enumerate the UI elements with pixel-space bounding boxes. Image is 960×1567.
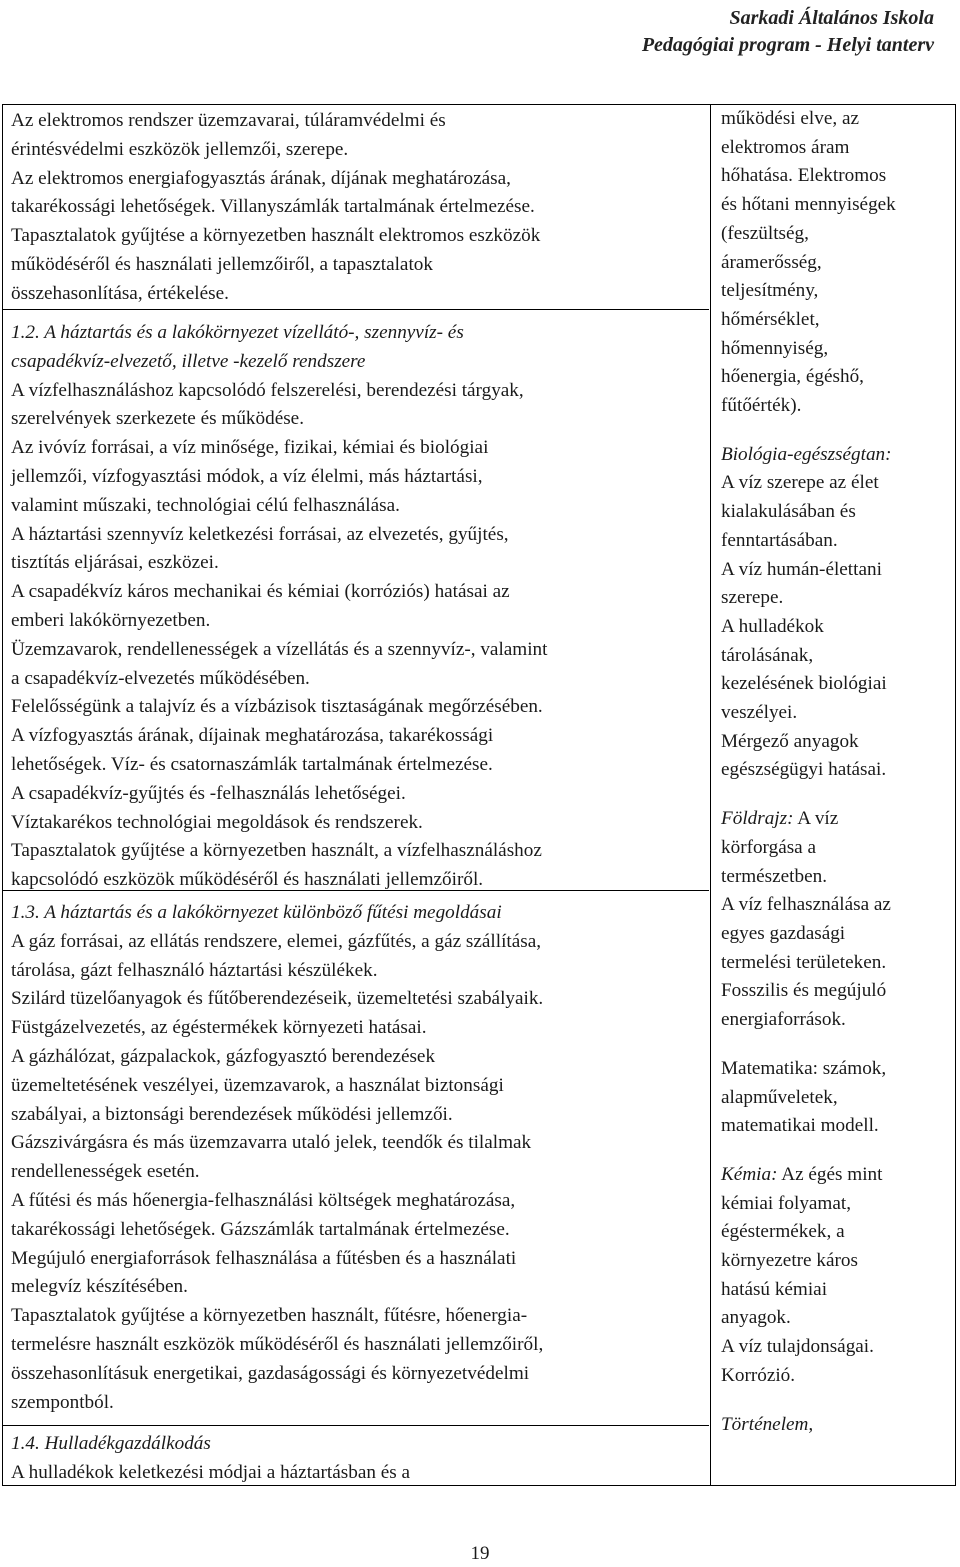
biology-notes [721,469,949,785]
text-line: tárolásának, [721,644,814,666]
text-line: Tapasztalatok gyűjtése a környezetben használt, a vízfelhasználáshoz [11,840,542,862]
text-line: hőmennyiség, [721,337,829,359]
text-line: a csapadékvíz-elvezetés működésében. [11,667,310,689]
text-line: égéstermékek, a [721,1221,845,1243]
text-line: valamint műszaki, technológiai célú felhasználása. [11,494,400,516]
section-title [11,319,705,377]
text-line: energiaforrások. [721,1009,846,1031]
text-line: fűtőérték). [721,395,802,417]
row-divider [3,1425,709,1426]
text-line: rendellenességek esetén. [11,1161,200,1183]
text-line: A víz tulajdonságai. [721,1336,874,1358]
text-line: takarékossági lehetőségek. Gázszámlák tartalmának értelmezése. [11,1218,510,1240]
section-title: 1.4. Hulladékgazdálkodás [11,1433,211,1454]
text-line: hatású kémiai [721,1278,828,1300]
geography-text: A víz [793,808,839,830]
text-line: Az elektromos energiafogyasztás árának, díjának meghatározása, [11,167,511,189]
cross-curricular-column [721,105,949,1439]
text-line: működési elve, az [721,108,859,129]
text-line: érintésvédelmi eszközök jellemzői, szerepe. [11,138,349,160]
text-line: teljesítmény, [721,280,819,302]
text-line: A víz felhasználása az [721,894,891,916]
chemistry-label: Kémia: [721,1163,778,1185]
text-line: A vízfelhasználáshoz kapcsolódó felszerelési, berendezési tárgyak, [11,379,524,401]
text-line: alapműveletek, [721,1086,838,1108]
curriculum-table [2,104,956,1486]
section-title: 1.3. A háztartás és a lakókörnyezet különböző fűtési megoldásai [11,902,502,923]
geography-label: Földrajz: [721,808,794,830]
text-line: tisztítás eljárásai, eszközei. [11,552,219,574]
page-header [642,5,934,59]
text-line: hőhatása. Elektromos [721,165,887,187]
cell-electric-system [11,107,705,309]
geography-notes [721,834,949,1035]
text-line: hőmérséklet, [721,308,820,330]
text-line: Az ivóvíz forrásai, a víz minősége, fizikai, kémiai és biológiai [11,437,489,459]
text-line: melegvíz készítésében. [11,1276,188,1298]
text-line: kezelésének biológiai [721,673,887,695]
text-line: Korrózió. [721,1364,796,1386]
school-name: Sarkadi Általános Iskola [729,7,934,29]
text-line: szabályai, a biztonsági berendezések működési jellemzői. [11,1103,453,1125]
text-line: Felelősségünk a talajvíz és a vízbázisok tisztaságának megőrzésében. [11,696,543,718]
text-line: Mérgező anyagok [721,730,859,752]
text-line: A csapadékvíz káros mechanikai és kémiai (korróziós) hatásai az [11,581,510,603]
text-line: Gázszivárgásra és más üzemzavarra utaló jelek, teendők és tilalmak [11,1132,532,1154]
text-line: egyes gazdasági [721,922,846,944]
text-line: természetben. [721,865,828,887]
text-line: takarékossági lehetőségek. Villanyszámlák tartalmának értelmezése. [11,196,535,218]
document-title: Pedagógiai program - Helyi tanterv [641,34,934,56]
text-line: Víztakarékos technológiai megoldások és rendszerek. [11,811,423,833]
text-line: kapcsolódó eszközök működéséről és használati jellemzőiről. [11,869,484,891]
text-line: A hulladékok [721,615,824,637]
text-line: körforgása a [721,836,817,858]
text-line: tárolása, gázt felhasználó háztartási készülékek. [11,959,378,981]
geography-first-line [721,805,949,834]
text-line: Fosszilis és megújuló [721,980,887,1002]
text-line: Matematika: számok, [721,1057,887,1079]
page-number: 19 [470,1543,490,1564]
text-line: Üzemzavarok, rendellenességek a vízellátás és a szennyvíz-, valamint [11,638,548,660]
physics-notes [721,105,949,421]
text-line: A csapadékvíz-gyűjtés és -felhasználás lehetőségei. [11,782,406,804]
text-line: Megújuló energiaforrások felhasználása a fűtésben és a használati [11,1247,517,1269]
text-line: anyagok. [721,1307,791,1329]
text-line: A vízfogyasztás árának, díjainak meghatározása, takarékossági [11,725,494,747]
text-line: A víz szerepe az élet [721,472,879,494]
text-line: termelésre használt eszközök működéséről és használati jellemzőiről, [11,1333,544,1355]
chemistry-notes [721,1190,949,1391]
text-line: lehetőségek. Víz- és csatornaszámlák tartalmának értelmezése. [11,753,493,775]
text-line: matematikai modell. [721,1115,879,1137]
text-line: A háztartási szennyvíz keletkezési forrásai, az elvezetés, gyűjtés, [11,523,509,545]
text-line: 1.2. A háztartás és a lakókörnyezet vízellátó-, szennyvíz- és [11,322,464,343]
text-block [11,928,705,1418]
text-line: A fűtési és más hőenergia-felhasználási költségek meghatározása, [11,1189,516,1211]
math-notes [721,1055,949,1141]
text-line: csapadékvíz-elvezető, illetve -kezelő rendszere [11,350,366,372]
text-line: szerepe. [721,587,784,609]
text-line: hőenergia, égéshő, [721,366,864,388]
text-line: Az elektromos rendszer üzemzavarai, túláramvédelmi és [11,110,446,131]
text-line: A gázhálózat, gázpalackok, gázfogyasztó berendezések [11,1045,436,1067]
text-line: elektromos áram [721,136,850,158]
text-line: kialakulásában és [721,501,856,523]
row-divider [3,309,709,310]
column-divider [710,105,711,1485]
text-line: Tapasztalatok gyűjtése a környezetben használt, fűtésre, hőenergia- [11,1305,528,1327]
history-label: Történelem, [721,1413,814,1435]
text-block [11,377,705,895]
text-line: A víz humán-élettani [721,558,882,580]
text-line: szerelvények szerkezete és működése. [11,408,304,430]
text-line: Tapasztalatok gyűjtése a környezetben használt elektromos eszközök [11,225,541,247]
text-line: jellemzői, vízfogyasztási módok, a víz élelmi, más háztartási, [11,465,483,487]
cell-heating [11,899,705,1417]
text-line: Szilárd tüzelőanyagok és fűtőberendezéseik, üzemeltetési szabályaik. [11,988,544,1010]
cell-water-system [11,319,705,895]
text-line: kémiai folyamat, [721,1192,852,1214]
text-line: veszélyei. [721,702,798,724]
chemistry-first-line [721,1161,949,1190]
text-line: egészségügyi hatásai. [721,759,887,781]
text-line: és hőtani mennyiségek [721,194,896,216]
text-line: A gáz forrásai, az ellátás rendszere, elemei, gázfűtés, a gáz szállítása, [11,930,542,952]
biology-label: Biológia-egészségtan: [721,443,892,465]
text-block [11,1459,705,1488]
text-line: áramerősség, [721,251,822,273]
text-line: összehasonlítása, értékelése. [11,282,229,304]
text-line: A hulladékok keletkezési módjai a háztartásban és a [11,1461,411,1483]
text-line: összehasonlításuk energetikai, gazdaságossági és környezetvédelmi [11,1362,530,1384]
text-line: (feszültség, [721,222,809,244]
text-line: környezetre káros [721,1250,858,1272]
text-line: működéséről és használati jellemzőiről, a tapasztalatok [11,253,433,275]
text-block [11,107,705,309]
chemistry-text: Az égés mint [777,1163,883,1185]
text-line: szempontból. [11,1391,114,1413]
cell-waste [11,1430,705,1488]
text-line: fenntartásában. [721,529,838,551]
text-line: Füstgázelvezetés, az égéstermékek környezeti hatásai. [11,1017,427,1039]
text-line: emberi lakókörnyezetben. [11,609,211,631]
text-line: üzemeltetésének veszélyei, üzemzavarok, a használat biztonsági [11,1074,504,1096]
text-line: termelési területeken. [721,951,887,973]
